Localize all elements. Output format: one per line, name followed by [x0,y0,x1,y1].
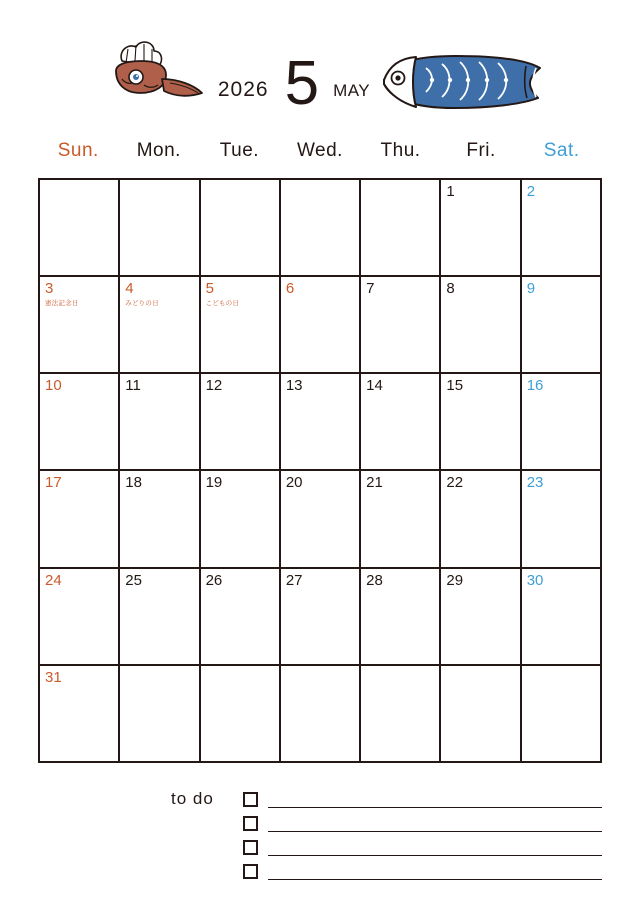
todo-checkbox[interactable] [243,840,258,855]
day-number: 27 [285,571,303,589]
calendar-day-cell[interactable] [281,471,361,568]
weekday-header-row [38,140,602,162]
day-number: 6 [285,280,295,298]
calendar-year: 2026 [217,77,269,101]
calendar-day-cell[interactable] [522,277,602,374]
todo-row [243,834,602,858]
day-number: 10 [45,377,62,395]
day-number: 24 [45,571,62,589]
day-number: 5 [205,280,214,298]
calendar-month-english: MAY [333,80,371,100]
calendar-day-cell[interactable] [40,277,120,374]
day-number: 15 [446,377,464,395]
day-number: 30 [526,571,544,589]
calendar-day-cell[interactable] [40,471,120,568]
day-number: 25 [125,571,142,589]
calendar-empty-cell [361,666,441,763]
day-number: 2 [526,183,536,200]
calendar-day-cell[interactable] [441,277,521,374]
calendar-empty-cell [281,180,361,277]
calendar-day-cell[interactable] [361,569,441,666]
koinobori-carp-streamer-icon [376,42,548,122]
weekday-sat: Sat. [543,140,580,161]
day-number: 11 [125,377,141,395]
calendar-day-cell[interactable] [120,569,200,666]
day-number: 26 [205,571,223,589]
day-number: 3 [45,280,54,298]
day-number: 18 [125,474,142,492]
todo-checkbox[interactable] [243,792,258,807]
todo-write-line[interactable] [268,831,602,832]
calendar-day-cell[interactable] [40,374,120,471]
weekday-mon: Mon. [136,140,181,161]
calendar-day-cell[interactable] [441,374,521,471]
calendar-empty-cell [201,180,281,277]
todo-row [243,810,602,834]
calendar-empty-cell [40,180,120,277]
todo-label: to do [171,789,214,808]
calendar-empty-cell [120,180,200,277]
todo-row [243,858,602,882]
todo-write-line[interactable] [268,855,602,856]
weekday-thu: Thu. [380,140,421,161]
calendar-day-cell[interactable] [361,277,441,374]
calendar-day-cell[interactable] [441,471,521,568]
calendar-day-cell[interactable] [40,666,120,763]
kabuto-samurai-helmet-doll-icon [92,37,212,127]
calendar-empty-cell [201,666,281,763]
calendar-day-cell[interactable] [281,277,361,374]
day-number: 31 [45,668,62,686]
weekday-sun: Sun. [57,140,99,161]
day-number: 23 [526,474,544,492]
calendar-empty-cell [281,666,361,763]
calendar-day-cell[interactable] [120,471,200,568]
calendar-day-cell[interactable] [201,569,281,666]
day-number: 19 [205,474,223,492]
todo-write-line[interactable] [268,807,602,808]
day-number: 20 [285,474,303,492]
weekday-wed: Wed. [296,140,343,161]
calendar-day-cell[interactable] [40,569,120,666]
day-number: 28 [366,571,383,589]
day-number: 16 [526,377,544,395]
day-number: 14 [366,377,383,395]
calendar-day-cell[interactable] [201,374,281,471]
calendar-day-cell[interactable] [522,569,602,666]
weekday-tue: Tue. [219,140,260,161]
calendar-day-cell[interactable] [361,471,441,568]
day-number: 12 [205,377,223,395]
weekday-fri: Fri. [466,140,496,161]
calendar-grid [38,178,602,763]
calendar-empty-cell [441,666,521,763]
calendar-day-cell[interactable] [201,471,281,568]
calendar-day-cell[interactable] [281,374,361,471]
todo-row [243,786,602,810]
calendar-day-cell[interactable] [201,277,281,374]
day-number: 4 [125,280,134,298]
day-number: 13 [285,377,303,395]
holiday-label: みどりの日 [125,300,159,308]
todo-checkbox[interactable] [243,864,258,879]
calendar-empty-cell [361,180,441,277]
day-number: 29 [446,571,464,589]
day-number: 7 [366,280,375,298]
day-number: 17 [45,474,62,492]
calendar-day-cell[interactable] [522,471,602,568]
calendar-month-number: 5 [284,48,320,118]
holiday-label: 憲法記念日 [45,300,79,308]
calendar-empty-cell [522,666,602,763]
calendar-header [0,34,640,129]
calendar-day-cell[interactable] [281,569,361,666]
holiday-label: こどもの日 [205,300,240,308]
day-number: 9 [526,280,536,298]
calendar-day-cell[interactable] [441,569,521,666]
day-number: 1 [446,183,455,200]
todo-checkbox[interactable] [243,816,258,831]
day-number: 8 [446,280,455,298]
calendar-day-cell[interactable] [522,374,602,471]
calendar-empty-cell [120,666,200,763]
todo-rows [243,786,602,882]
calendar-day-cell[interactable] [522,180,602,277]
day-number: 21 [366,474,383,492]
calendar-day-cell[interactable] [120,374,200,471]
day-number: 22 [446,474,464,492]
calendar-day-cell[interactable] [361,374,441,471]
calendar-day-cell[interactable] [120,277,200,374]
todo-write-line[interactable] [268,879,602,880]
calendar-day-cell[interactable] [441,180,521,277]
